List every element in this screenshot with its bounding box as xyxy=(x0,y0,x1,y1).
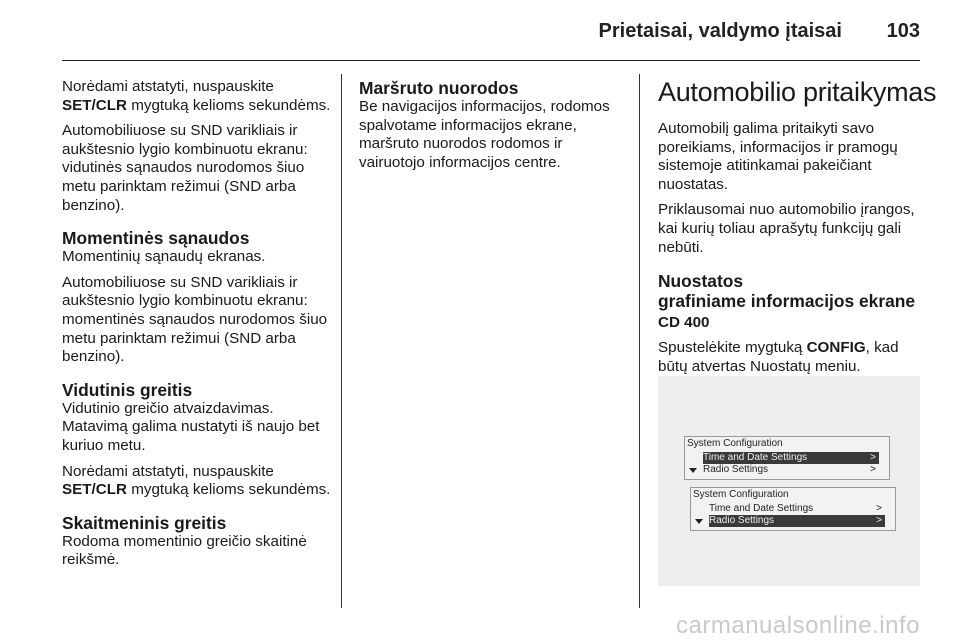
config-label: CONFIG xyxy=(806,339,866,357)
set-clr-label: SET/CLR xyxy=(62,481,127,499)
triangle-down-icon xyxy=(695,519,703,524)
menu-item-radio: Radio Settings > xyxy=(709,515,885,527)
chapter-title: Prietaisai, valdymo įtaisai xyxy=(598,20,842,42)
paragraph-instant-consumption: Momentinių sąnaudų ekranas. xyxy=(62,248,266,266)
set-clr-label: SET/CLR xyxy=(62,96,127,114)
triangle-down-icon xyxy=(689,468,697,473)
paragraph-reset-average: Norėdami atstatyti, nuspauskite SET/CLR mygtuką kelioms sekundėms. xyxy=(62,78,331,114)
text-column-3 xyxy=(658,77,937,383)
column-divider-left xyxy=(341,74,342,608)
paragraph-reset-speed: Norėdami atstatyti, nuspauskite SET/CLR mygtuką kelioms sekundėms. xyxy=(62,462,331,499)
chevron-right-icon: > xyxy=(870,452,876,463)
panel-title: System Configuration xyxy=(693,489,789,500)
menu-item-time-date: Time and Date Settings > xyxy=(709,503,882,514)
text-column-1 xyxy=(62,78,332,577)
heading-settings: Nuostatos grafiniame informacijos ekrane xyxy=(658,271,916,312)
system-configuration-panel-1 xyxy=(684,436,890,480)
chevron-right-icon: > xyxy=(876,515,882,526)
paragraph-instant-lpg: Automobiliuose su SND varikliais ir aukštesnio lygio kombinuotu ekranu: momentinės sąnaudos nurodomos šiuo metu parinktam režimui (SND arba benzino). xyxy=(62,273,328,366)
site-watermark: carmanualsonline.info xyxy=(676,612,920,639)
paragraph-config: Spustelėkite mygtuką CONFIG, kad būtų atvertas Nuostatų meniu. xyxy=(658,339,899,375)
heading-cd400: CD 400 xyxy=(658,314,710,332)
chevron-right-icon: > xyxy=(876,503,882,514)
panel-title: System Configuration xyxy=(687,438,783,449)
menu-item-time-date: Time and Date Settings > xyxy=(703,452,879,464)
chevron-right-icon: > xyxy=(870,464,876,475)
heading-vehicle-personalisation: Automobilio pritaikymas xyxy=(658,77,937,107)
menu-item-radio: Radio Settings > xyxy=(703,464,876,475)
heading-instant-consumption: Momentinės sąnaudos xyxy=(62,228,250,249)
column-divider-right xyxy=(639,74,640,608)
text-column-2 xyxy=(359,78,631,179)
paragraph-digital-speed: Rodoma momentinio greičio skaitinė reikšmė. xyxy=(62,532,307,569)
page-header xyxy=(62,0,920,61)
paragraph-average-speed: Vidutinio greičio atvaizdavimas. Matavimą galima nustatyti iš naujo bet kuriuo metu. xyxy=(62,399,320,454)
heading-average-speed: Vidutinis greitis xyxy=(62,379,193,400)
paragraph-route-guidance: Be navigacijos informacijos, rodomos spalvotame informacijos ekrane, maršruto nuorodos rodomos ir vairuotojo informacijos centre. xyxy=(359,98,610,171)
heading-digital-speed: Skaitmeninis greitis xyxy=(62,512,227,533)
paragraph-equipment: Priklausomai nuo automobilio įrangos, kai kurių toliau aprašytų funkcijų gali nebūti. xyxy=(658,201,915,256)
system-configuration-panel-2 xyxy=(690,487,896,531)
settings-menu-figure xyxy=(658,376,920,586)
heading-route-guidance: Maršruto nuorodos xyxy=(359,78,519,98)
page-number: 103 xyxy=(886,20,920,42)
paragraph-average-lpg: Automobiliuose su SND varikliais ir aukštesnio lygio kombinuotu ekranu: vidutinės sąnaudos nurodomos šiuo metu parinktam režimui (SND arba benzino). xyxy=(62,122,308,214)
paragraph-personalisation: Automobilį galima pritaikyti savo poreikiams, informacijos ir pramogų sistemoje atitinkamai pakeičiant nuostatas. xyxy=(658,120,898,193)
